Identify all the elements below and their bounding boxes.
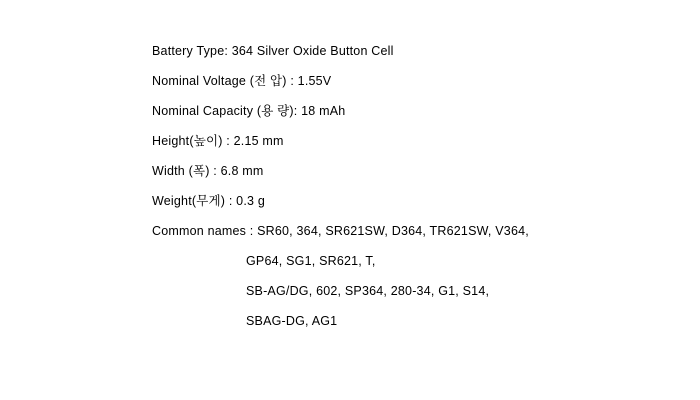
spec-line-width: Width (폭) : 6.8 mm <box>152 164 264 178</box>
common-names-continuation-line-3: SBAG-DG, AG1 <box>246 314 338 328</box>
spec-line-nominal-voltage: Nominal Voltage (전 압) : 1.55V <box>152 74 332 88</box>
spec-line-weight: Weight(무게) : 0.3 g <box>152 194 265 208</box>
common-names-continuation-line-2: SB-AG/DG, 602, SP364, 280-34, G1, S14, <box>246 284 490 298</box>
spec-line-height: Height(높이) : 2.15 mm <box>152 134 284 148</box>
spec-line-battery-type: Battery Type: 364 Silver Oxide Button Cell <box>152 44 394 58</box>
spec-line-common-names: Common names : SR60, 364, SR621SW, D364, TR621SW, V364, <box>152 224 529 238</box>
battery-spec-list <box>152 44 672 344</box>
spec-line-nominal-capacity: Nominal Capacity (용 량): 18 mAh <box>152 104 346 118</box>
common-names-continuation-line-1: GP64, SG1, SR621, T, <box>246 254 376 268</box>
